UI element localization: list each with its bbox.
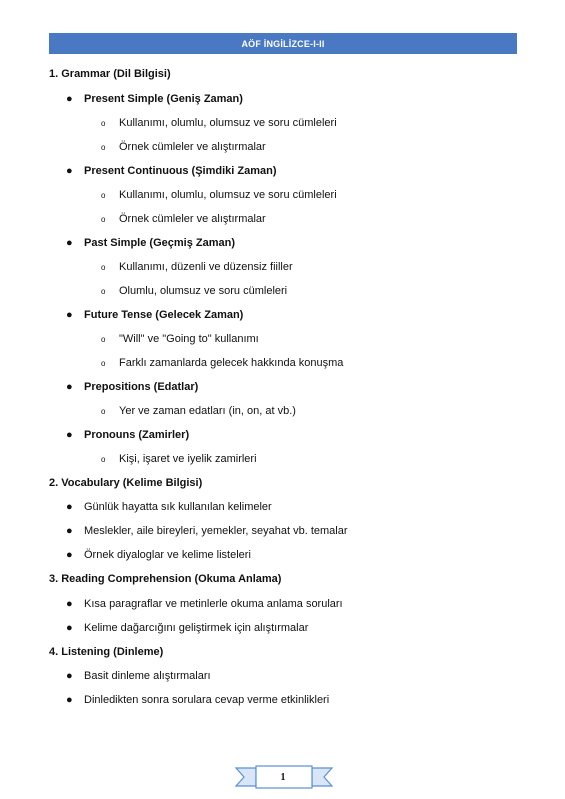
list-item: Dinledikten sonra sorulara cevap verme etkinlikleri (84, 694, 330, 706)
section-title-reading: 3. Reading Comprehension (Okuma Anlama) (49, 573, 282, 585)
topic-past-simple: Past Simple (Geçmiş Zaman) (84, 237, 235, 249)
list-item: Basit dinleme alıştırmaları (84, 670, 211, 682)
topic-pronouns: Pronouns (Zamirler) (84, 429, 190, 441)
bullet-circle-icon: o (101, 407, 106, 416)
list-item: Kısa paragraflar ve metinlerle okuma anlama soruları (84, 598, 343, 610)
document-header-bar (49, 33, 517, 54)
bullet-circle-icon: o (101, 119, 106, 128)
bullet-circle-icon: o (101, 191, 106, 200)
bullet-disc-icon: ● (66, 165, 73, 177)
list-item: Günlük hayatta sık kullanılan kelimeler (84, 501, 272, 513)
bullet-disc-icon: ● (66, 694, 73, 706)
section-title-vocabulary: 2. Vocabulary (Kelime Bilgisi) (49, 477, 203, 489)
topic-item: Kullanımı, olumlu, olumsuz ve soru cümleleri (119, 117, 337, 129)
bullet-disc-icon: ● (66, 237, 73, 249)
bullet-disc-icon: ● (66, 429, 73, 441)
topic-item: Yer ve zaman edatları (in, on, at vb.) (119, 405, 296, 417)
list-item: Kelime dağarcığını geliştirmek için alıştırmalar (84, 622, 309, 634)
bullet-disc-icon: ● (66, 93, 73, 105)
topic-item: Örnek cümleler ve alıştırmalar (119, 141, 266, 153)
bullet-circle-icon: o (101, 359, 106, 368)
topic-present-simple: Present Simple (Geniş Zaman) (84, 93, 243, 105)
page-number: 1 (280, 771, 286, 783)
section-title-grammar: 1. Grammar (Dil Bilgisi) (49, 68, 171, 80)
topic-item: Kullanımı, düzenli ve düzensiz fiiller (119, 261, 293, 273)
topic-item: Olumlu, olumsuz ve soru cümleleri (119, 285, 288, 297)
bullet-circle-icon: o (101, 335, 106, 344)
bullet-circle-icon: o (101, 287, 106, 296)
topic-item: Örnek cümleler ve alıştırmalar (119, 213, 266, 225)
bullet-circle-icon: o (101, 263, 106, 272)
bullet-circle-icon: o (101, 143, 106, 152)
bullet-disc-icon: ● (66, 549, 73, 561)
document-title: AÖF İNGİLİZCE-I-II (241, 38, 325, 49)
topic-present-continuous: Present Continuous (Şimdiki Zaman) (84, 165, 277, 177)
topic-item: "Will" ve "Going to" kullanımı (119, 333, 259, 345)
bullet-circle-icon: o (101, 455, 106, 464)
bullet-disc-icon: ● (66, 309, 73, 321)
topic-prepositions: Prepositions (Edatlar) (84, 381, 199, 393)
bullet-circle-icon: o (101, 215, 106, 224)
topic-item: Kullanımı, olumlu, olumsuz ve soru cümleleri (119, 189, 337, 201)
list-item: Örnek diyaloglar ve kelime listeleri (84, 549, 251, 561)
topic-item: Kişi, işaret ve iyelik zamirleri (119, 453, 257, 465)
bullet-disc-icon: ● (66, 381, 73, 393)
bullet-disc-icon: ● (66, 525, 73, 537)
bullet-disc-icon: ● (66, 670, 73, 682)
bullet-disc-icon: ● (66, 598, 73, 610)
list-item: Meslekler, aile bireyleri, yemekler, seyahat vb. temalar (84, 525, 348, 537)
bullet-disc-icon: ● (66, 622, 73, 634)
bullet-disc-icon: ● (66, 501, 73, 513)
topic-item: Farklı zamanlarda gelecek hakkında konuşma (119, 357, 344, 369)
section-title-listening: 4. Listening (Dinleme) (49, 646, 164, 658)
topic-future-tense: Future Tense (Gelecek Zaman) (84, 309, 244, 321)
